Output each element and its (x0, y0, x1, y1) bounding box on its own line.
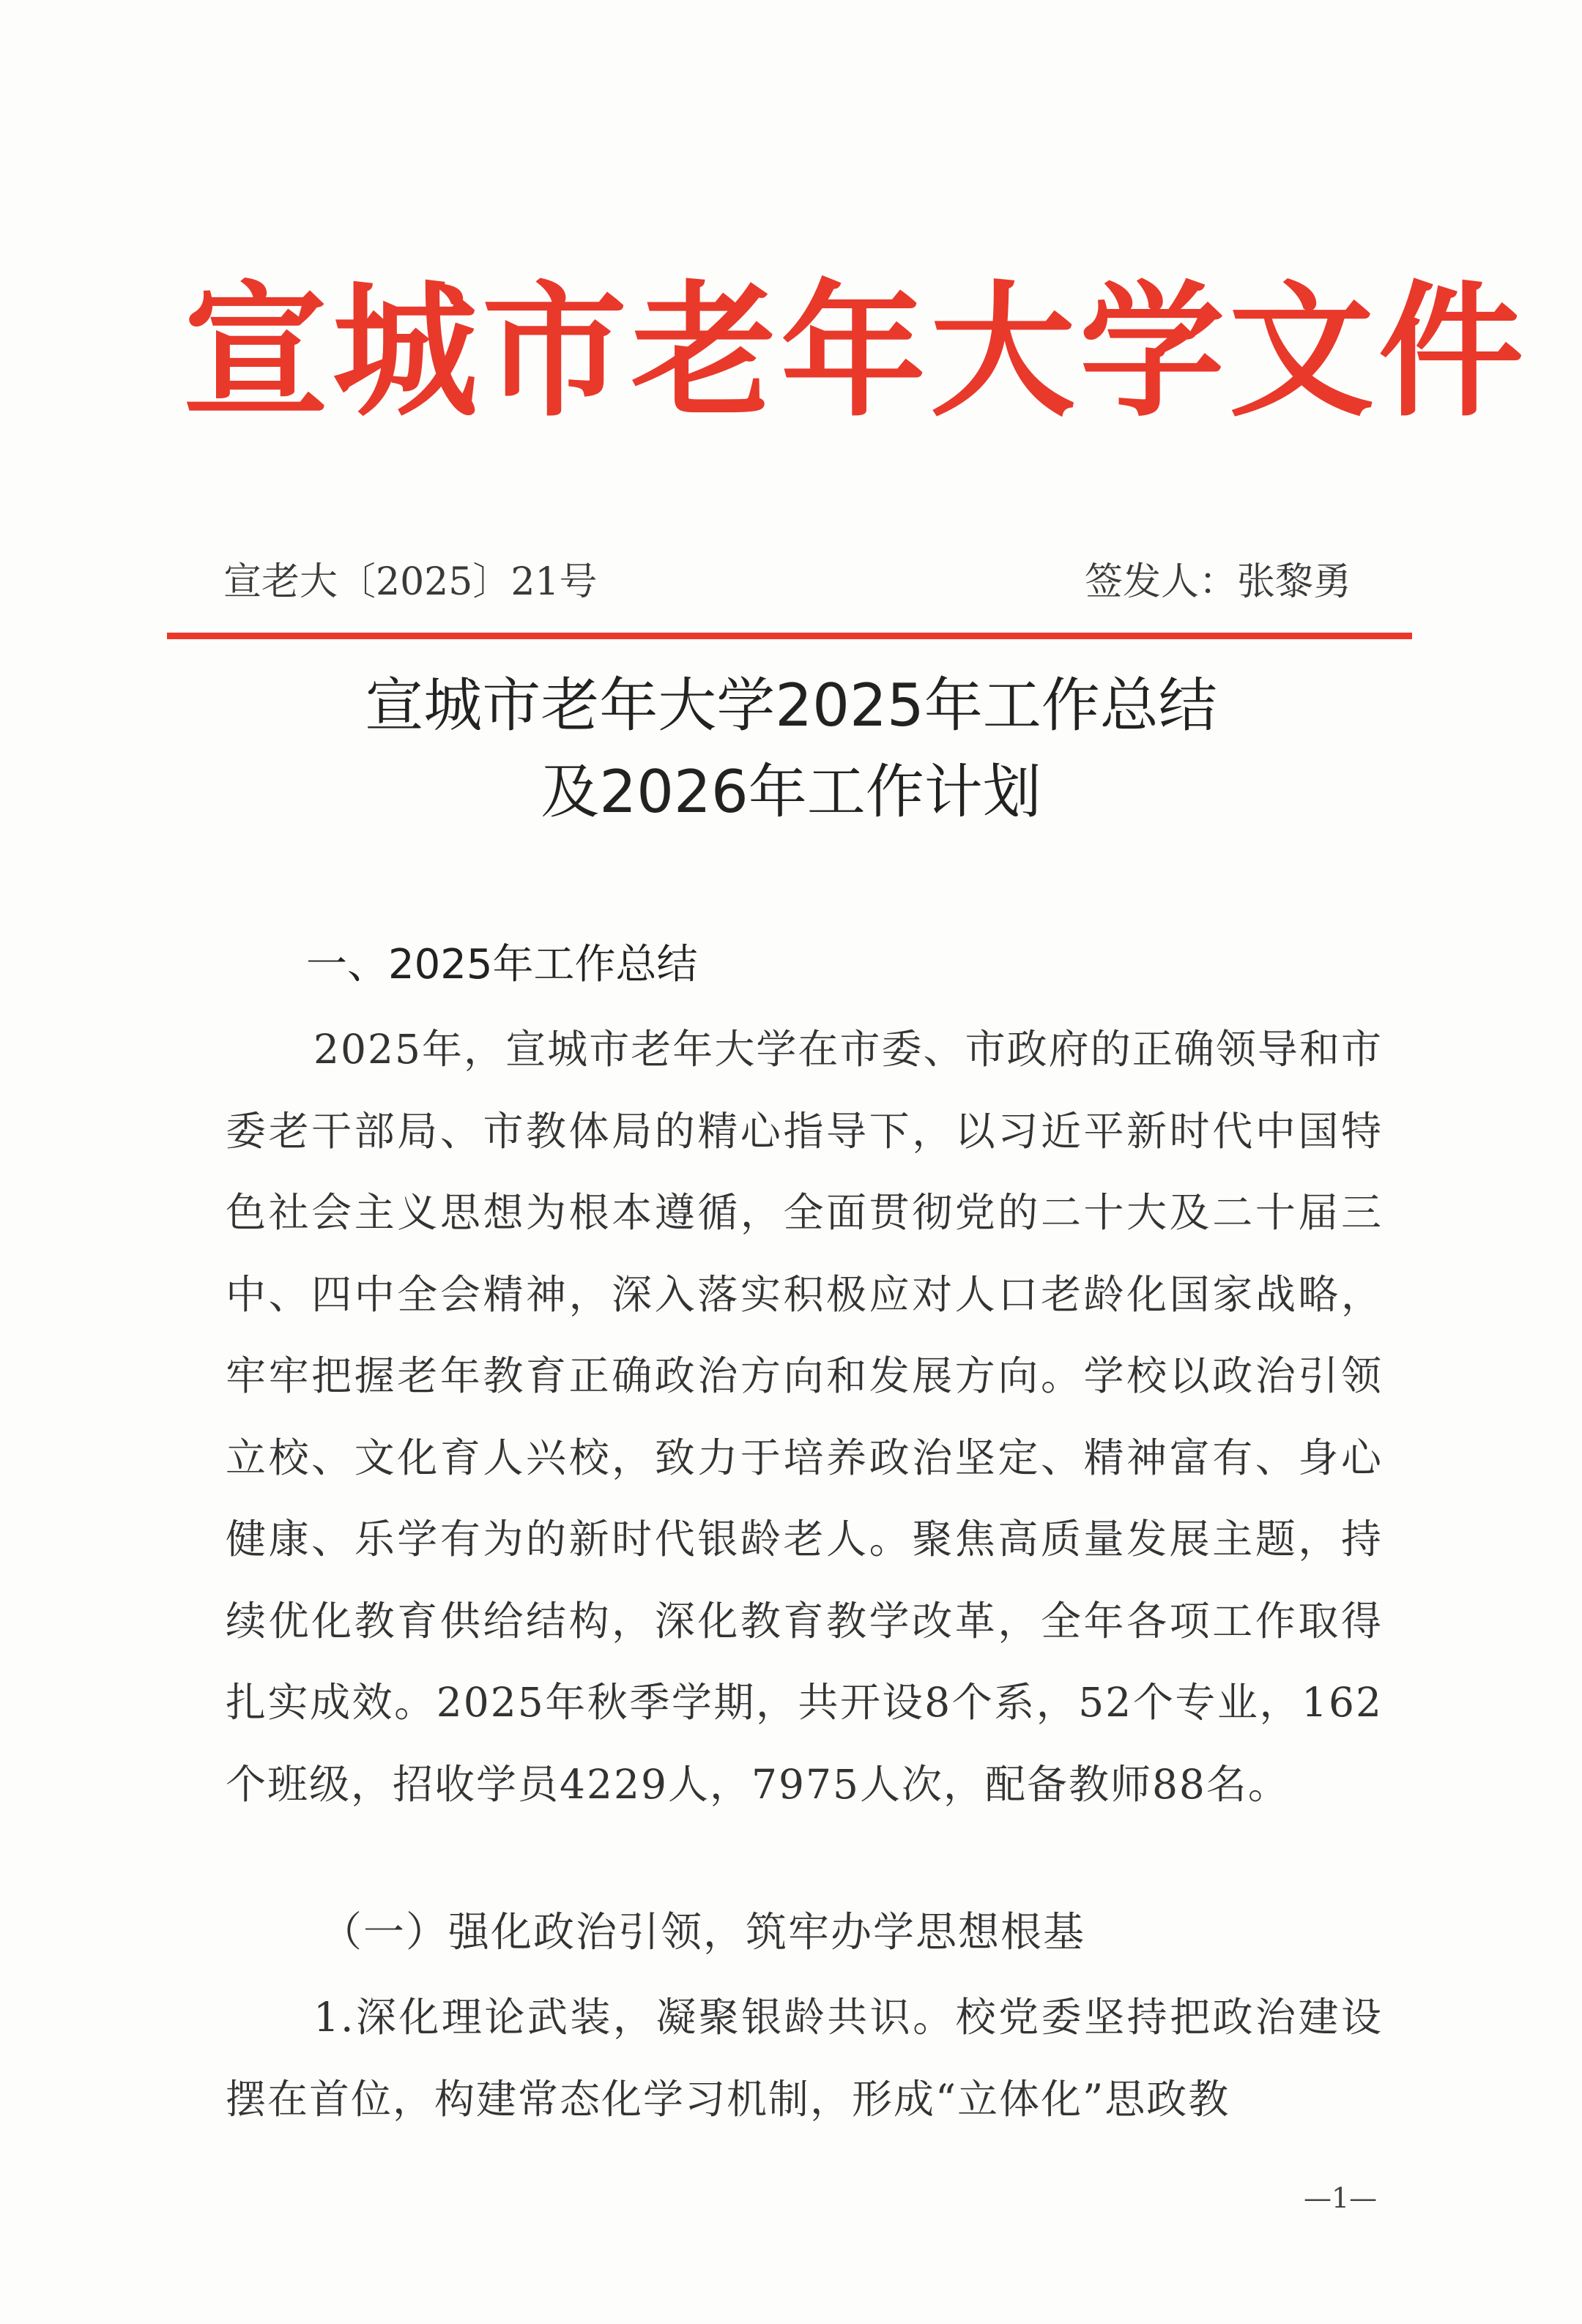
title-line-1: 宣城市老年大学2025年工作总结 (365, 671, 1217, 740)
signer: 签发人：张黎勇 (1084, 560, 1351, 604)
subsection-paragraph: 1.深化理论武装，凝聚银龄共识。校党委坚持把政治建设摆在首位，构建常态化学习机制，形成“立体化”思政教 (226, 1994, 1383, 2123)
document-number: 宣老大〔2025〕21号 (223, 560, 598, 604)
title-line-2: 及2026年工作计划 (541, 758, 1041, 826)
section-heading: 一、2025年工作总结 (306, 941, 698, 988)
document-title (168, 663, 1414, 835)
subsection-heading: （一）强化政治引领，筑牢办学思想根基 (321, 1909, 1085, 1956)
masthead-title: 宣城市老年大学文件 (183, 266, 1528, 436)
red-separator-line (167, 633, 1412, 639)
document-meta-row (223, 549, 1351, 615)
section-paragraph: 2025年，宣城市老年大学在市委、市政府的正确领导和市委老干部局、市教体局的精心指导下，以习近平新时代中国特色社会主义思想为根本遵循，全面贯彻党的二十大及二十届三中、四中全会精神，深入落实积极应对人口老龄化国家战略，牢牢把握老年教育正确政治方向和发展方向。学校以政治引领立校、文化育人兴校，致力于培养政治坚定、精神富有、身心健康、乐学有为的新时代银龄老人。聚焦高质量发展主题，持续优化教育供给结构，深化教育教学改革，全年各项工作取得扎实成效。2025年秋季学期，共开设8个系，52个专业，162个班级，招收学员4229人，7975人次，配备教师88名。 (226, 1026, 1383, 1808)
page-number: —1— (1304, 2182, 1378, 2214)
